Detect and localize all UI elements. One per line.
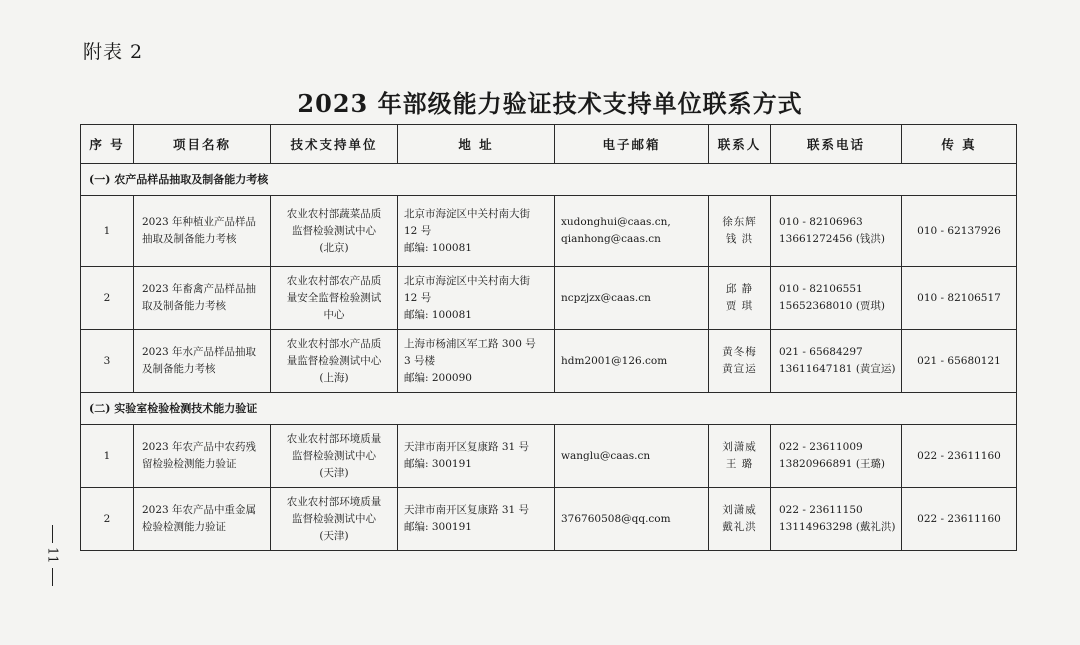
cell-project: 2023 年种植业产品样品 抽取及制备能力考核 — [134, 196, 271, 267]
cell-fax: 010 - 62137926 — [902, 196, 1017, 267]
cell-phone: 010 - 82106551 15652368010 (贾琪) — [771, 267, 902, 330]
cell-fax: 022 - 23611160 — [902, 425, 1017, 488]
cell-email: xudonghui@caas.cn, qianhong@caas.cn — [555, 196, 709, 267]
section-row — [81, 393, 1017, 425]
cell-contact: 徐东辉 钱 洪 — [709, 196, 771, 267]
table-header-row — [81, 125, 1017, 164]
page-number-dash — [52, 525, 53, 543]
section-title: (二) 实验室检验检测技术能力验证 — [81, 393, 1017, 425]
section-row — [81, 164, 1017, 196]
cell-address: 天津市南开区复康路 31 号 邮编: 300191 — [398, 488, 555, 551]
cell-seq: 3 — [81, 330, 134, 393]
cell-seq: 2 — [81, 267, 134, 330]
cell-email: wanglu@caas.cn — [555, 425, 709, 488]
cell-address: 北京市海淀区中关村南大街 12 号 邮编: 100081 — [398, 267, 555, 330]
table-row — [81, 330, 1017, 393]
cell-phone: 022 - 23611150 13114963298 (戴礼洪) — [771, 488, 902, 551]
header-fax: 传 真 — [902, 125, 1017, 164]
cell-seq: 1 — [81, 196, 134, 267]
header-project: 项目名称 — [134, 125, 271, 164]
header-contact: 联系人 — [709, 125, 771, 164]
cell-phone: 010 - 82106963 13661272456 (钱洪) — [771, 196, 902, 267]
cell-fax: 021 - 65680121 — [902, 330, 1017, 393]
cell-unit: 农业农村部农产品质 量安全监督检验测试 中心 — [271, 267, 398, 330]
cell-email: 376760508@qq.com — [555, 488, 709, 551]
cell-contact: 刘潇威 戴礼洪 — [709, 488, 771, 551]
table-row — [81, 425, 1017, 488]
page-number — [40, 525, 64, 586]
header-address: 地 址 — [398, 125, 555, 164]
header-email: 电子邮箱 — [555, 125, 709, 164]
cell-project: 2023 年畜禽产品样品抽 取及制备能力考核 — [134, 267, 271, 330]
page-number-dash — [52, 568, 53, 586]
cell-project: 2023 年水产品样品抽取 及制备能力考核 — [134, 330, 271, 393]
table-row — [81, 196, 1017, 267]
contact-table — [80, 124, 1017, 551]
header-phone: 联系电话 — [771, 125, 902, 164]
cell-seq: 1 — [81, 425, 134, 488]
document-title: 2023 年部级能力验证技术支持单位联系方式 — [297, 89, 803, 118]
cell-unit: 农业农村部环境质量 监督检验测试中心 (天津) — [271, 488, 398, 551]
cell-fax: 010 - 82106517 — [902, 267, 1017, 330]
cell-contact: 刘潇威 王 璐 — [709, 425, 771, 488]
cell-email: ncpzjzx@caas.cn — [555, 267, 709, 330]
cell-seq: 2 — [81, 488, 134, 551]
table-row — [81, 267, 1017, 330]
cell-contact: 黄冬梅 黄宣运 — [709, 330, 771, 393]
cell-address: 上海市杨浦区军工路 300 号 3 号楼 邮编: 200090 — [398, 330, 555, 393]
header-unit: 技术支持单位 — [271, 125, 398, 164]
cell-unit: 农业农村部环境质量 监督检验测试中心 (天津) — [271, 425, 398, 488]
cell-phone: 022 - 23611009 13820966891 (王璐) — [771, 425, 902, 488]
section-title: (一) 农产品样品抽取及制备能力考核 — [81, 164, 1017, 196]
cell-project: 2023 年农产品中重金属 检验检测能力验证 — [134, 488, 271, 551]
cell-unit: 农业农村部蔬菜品质 监督检验测试中心 (北京) — [271, 196, 398, 267]
cell-unit: 农业农村部水产品质 量监督检验测试中心 (上海) — [271, 330, 398, 393]
cell-address: 北京市海淀区中关村南大街 12 号 邮编: 100081 — [398, 196, 555, 267]
cell-project: 2023 年农产品中农药残 留检验检测能力验证 — [134, 425, 271, 488]
cell-phone: 021 - 65684297 13611647181 (黄宣运) — [771, 330, 902, 393]
cell-contact: 邱 静 贾 琪 — [709, 267, 771, 330]
page-number-text: 11 — [44, 547, 60, 564]
header-seq: 序 号 — [81, 125, 134, 164]
cell-email: hdm2001@126.com — [555, 330, 709, 393]
cell-fax: 022 - 23611160 — [902, 488, 1017, 551]
table-row — [81, 488, 1017, 551]
cell-address: 天津市南开区复康路 31 号 邮编: 300191 — [398, 425, 555, 488]
annex-label: 附表 2 — [83, 41, 144, 63]
